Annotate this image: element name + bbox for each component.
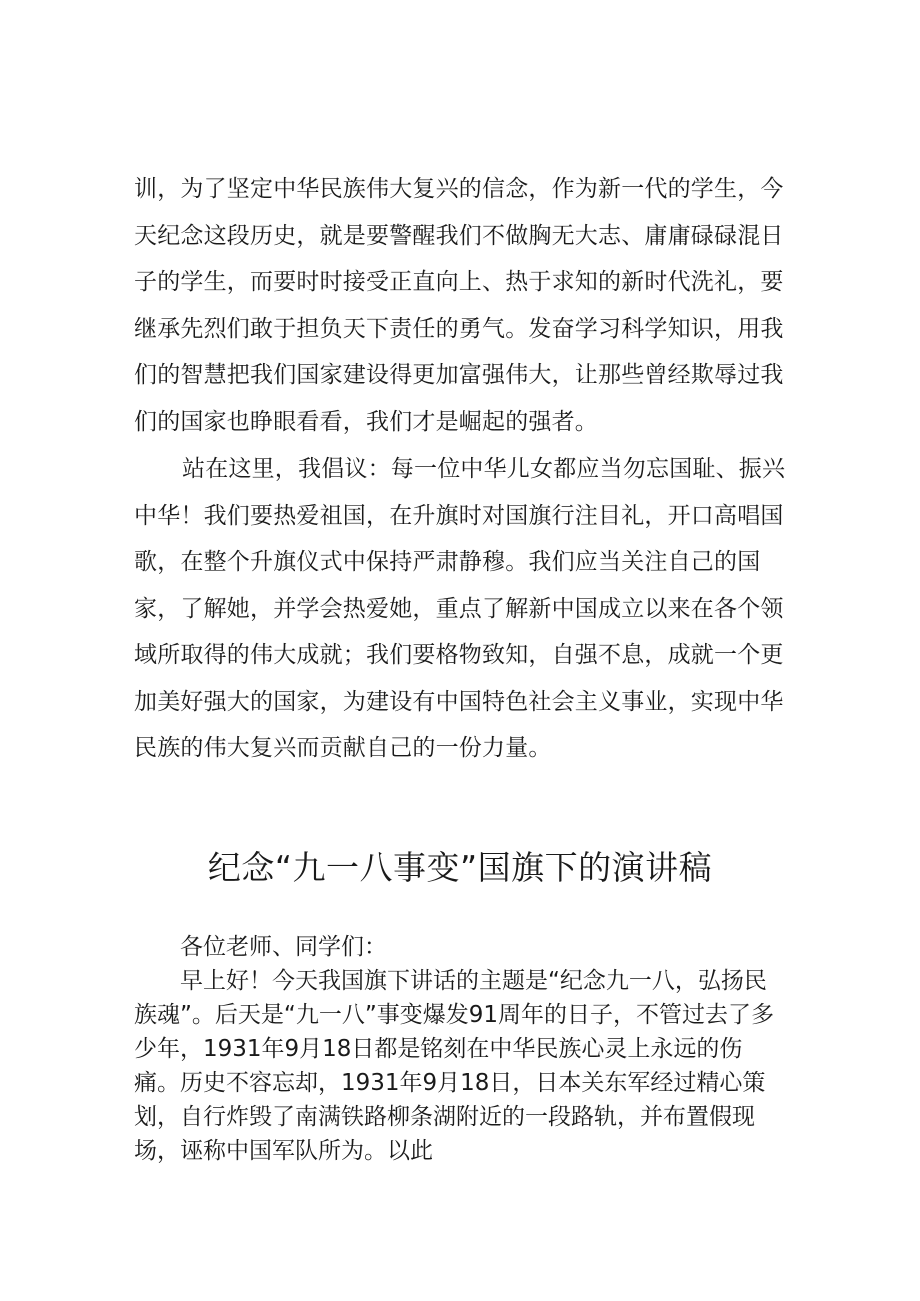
speech-title: 纪念“九一八事变”国旗下的演讲稿 xyxy=(207,848,713,887)
speech-greeting: 各位老师、同学们： xyxy=(180,934,387,960)
paragraph-continued: 训，为了坚定中华民族伟大复兴的信念，作为新一代的学生，今天纪念这段历史，就是要警醒我们不做胸无大志、庸庸碌碌混日子的学生，而要时时接受正直向上、热于求知的新时代洗礼，要继承先烈们敢于担负天下责任的勇气。发奋学习科学知识，用我们的智慧把我们国家建设得更加富强伟大，让那些曾经欺辱过我们的国家也睁眼看看，我们才是崛起的强者。 xyxy=(134,176,784,435)
paragraph-proposal: 站在这里，我倡议：每一位中华儿女都应当勿忘国耻、振兴中华！我们要热爱祖国，在升旗时对国旗行注目礼，开口高唱国歌，在整个升旗仪式中保持严肃静穆。我们应当关注自己的国家，了解她，并学会热爱她，重点了解新中国成立以来在各个领域所取得的伟大成就；我们要格物致知，自强不息，成就一个更加美好强大的国家，为建设有中国特色社会主义事业，实现中华民族的伟大复兴而贡献自己的一份力量。 xyxy=(134,456,786,761)
speech-body: 早上好！今天我国旗下讲话的主题是“纪念九一八，弘扬民族魂”。后天是“九一八”事变爆发91周年的日子，不管过去了多少年，1931年9月18日都是铭刻在中华民族心灵上永远的伤痛。历史不容忘却，1931年9月18日，日本关东军经过精心策划，自行炸毁了南满铁路柳条湖附近的一段路轨，并布置假现场，诬称中国军队所为。以此 xyxy=(134,968,775,1164)
